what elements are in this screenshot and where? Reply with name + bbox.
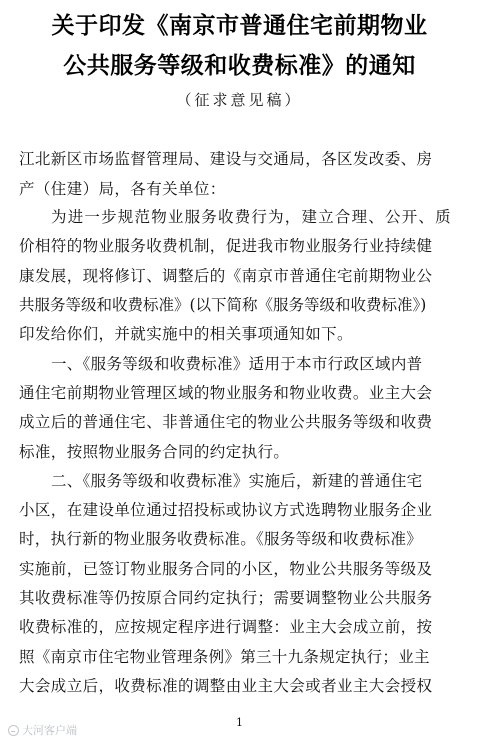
body-line: 其收费标准等仍按原合同约定执行；需要调整物业公共服务 (19, 589, 433, 607)
body-line: 江北新区市场监督管理局、建设与交通局，各区发改委、房 (19, 150, 433, 168)
body-line: 二、《服务等级和收费标准》实施后，新建的普通住宅 (51, 472, 423, 490)
body-line: 照《南京市住宅物业管理条例》第三十九条规定执行；业主 (19, 648, 430, 666)
brand-logo-icon (8, 725, 19, 736)
body-line: 通住宅前期物业管理区域的物业服务和物业收费。业主大会 (19, 384, 433, 402)
body-line: 印发给你们，并就实施中的相关事项通知如下。 (19, 325, 353, 343)
body-line: 为进一步规范物业服务收费行为，建立合理、公开、质 (51, 208, 452, 226)
body-line: 时，执行新的物业服务收费标准。《服务等级和收费标准》 (19, 530, 423, 548)
watermark-text: 大河客户端 (22, 724, 77, 737)
body-line: 康发展，现将修订、调整后的《南京市普通住宅前期物业公 (19, 267, 433, 285)
body-line: 实施前，已签订物业服务合同的小区，物业公共服务等级及 (19, 560, 433, 578)
page-number: 1 (236, 716, 243, 729)
body-line: 收费标准的，应按规定程序进行调整：业主大会成立前，按 (19, 618, 433, 636)
body-line: 小区，在建设单位通过招投标或协议方式选聘物业服务企业 (19, 501, 433, 519)
body-line: 共服务等级和收费标准》(以下简称《服务等级和收费标准》) (19, 296, 427, 314)
body-line: 成立后的普通住宅、非普通住宅的物业公共服务等级和收费 (19, 413, 433, 431)
watermark (8, 722, 77, 738)
body-line: 大会成立后，收费标准的调整由业主大会或者业主大会授权 (19, 677, 433, 695)
body-line: 价相符的物业服务收费机制，促进我市物业服务行业持续健 (19, 237, 433, 255)
body-line: 标准，按照物业服务合同的约定执行。 (19, 443, 290, 461)
body-line: 产（住建）局，各有关单位： (19, 180, 226, 198)
body-line: 一、《服务等级和收费标准》适用于本市行政区域内普 (51, 355, 423, 373)
document-subtitle: （征求意见稿） (176, 91, 303, 109)
document-title-line-2: 公共服务等级和收费标准》的通知 (63, 53, 416, 79)
document-title-line-1: 关于印发《南京市普通住宅前期物业 (51, 13, 428, 39)
